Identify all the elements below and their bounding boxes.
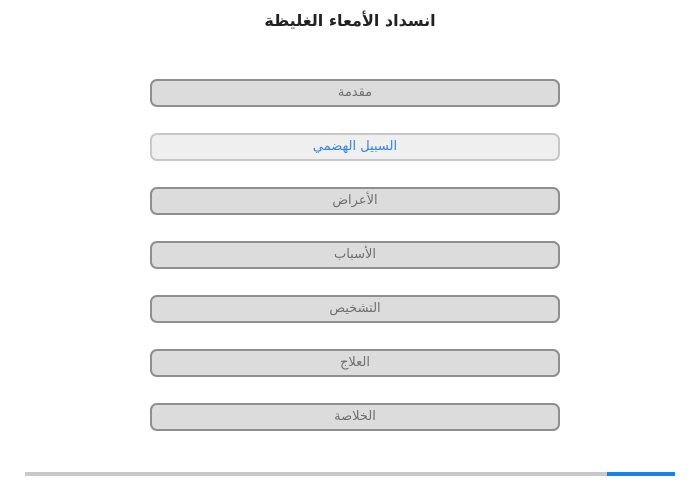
menu-item-summary[interactable]: الخلاصة — [150, 403, 560, 431]
progress-bar-fill — [607, 472, 675, 476]
menu-item-digestive-tract[interactable]: السبيل الهضمي — [150, 133, 560, 161]
menu-item-causes[interactable]: الأسباب — [150, 241, 560, 269]
menu-item-symptoms[interactable]: الأعراض — [150, 187, 560, 215]
progress-bar — [25, 472, 675, 476]
menu-list — [150, 79, 560, 457]
menu-item-treatment[interactable]: العلاج — [150, 349, 560, 377]
menu-item-introduction[interactable]: مقدمة — [150, 79, 560, 107]
page-title: انسداد الأمعاء الغليظة — [264, 11, 436, 30]
menu-item-diagnosis[interactable]: التشخيص — [150, 295, 560, 323]
